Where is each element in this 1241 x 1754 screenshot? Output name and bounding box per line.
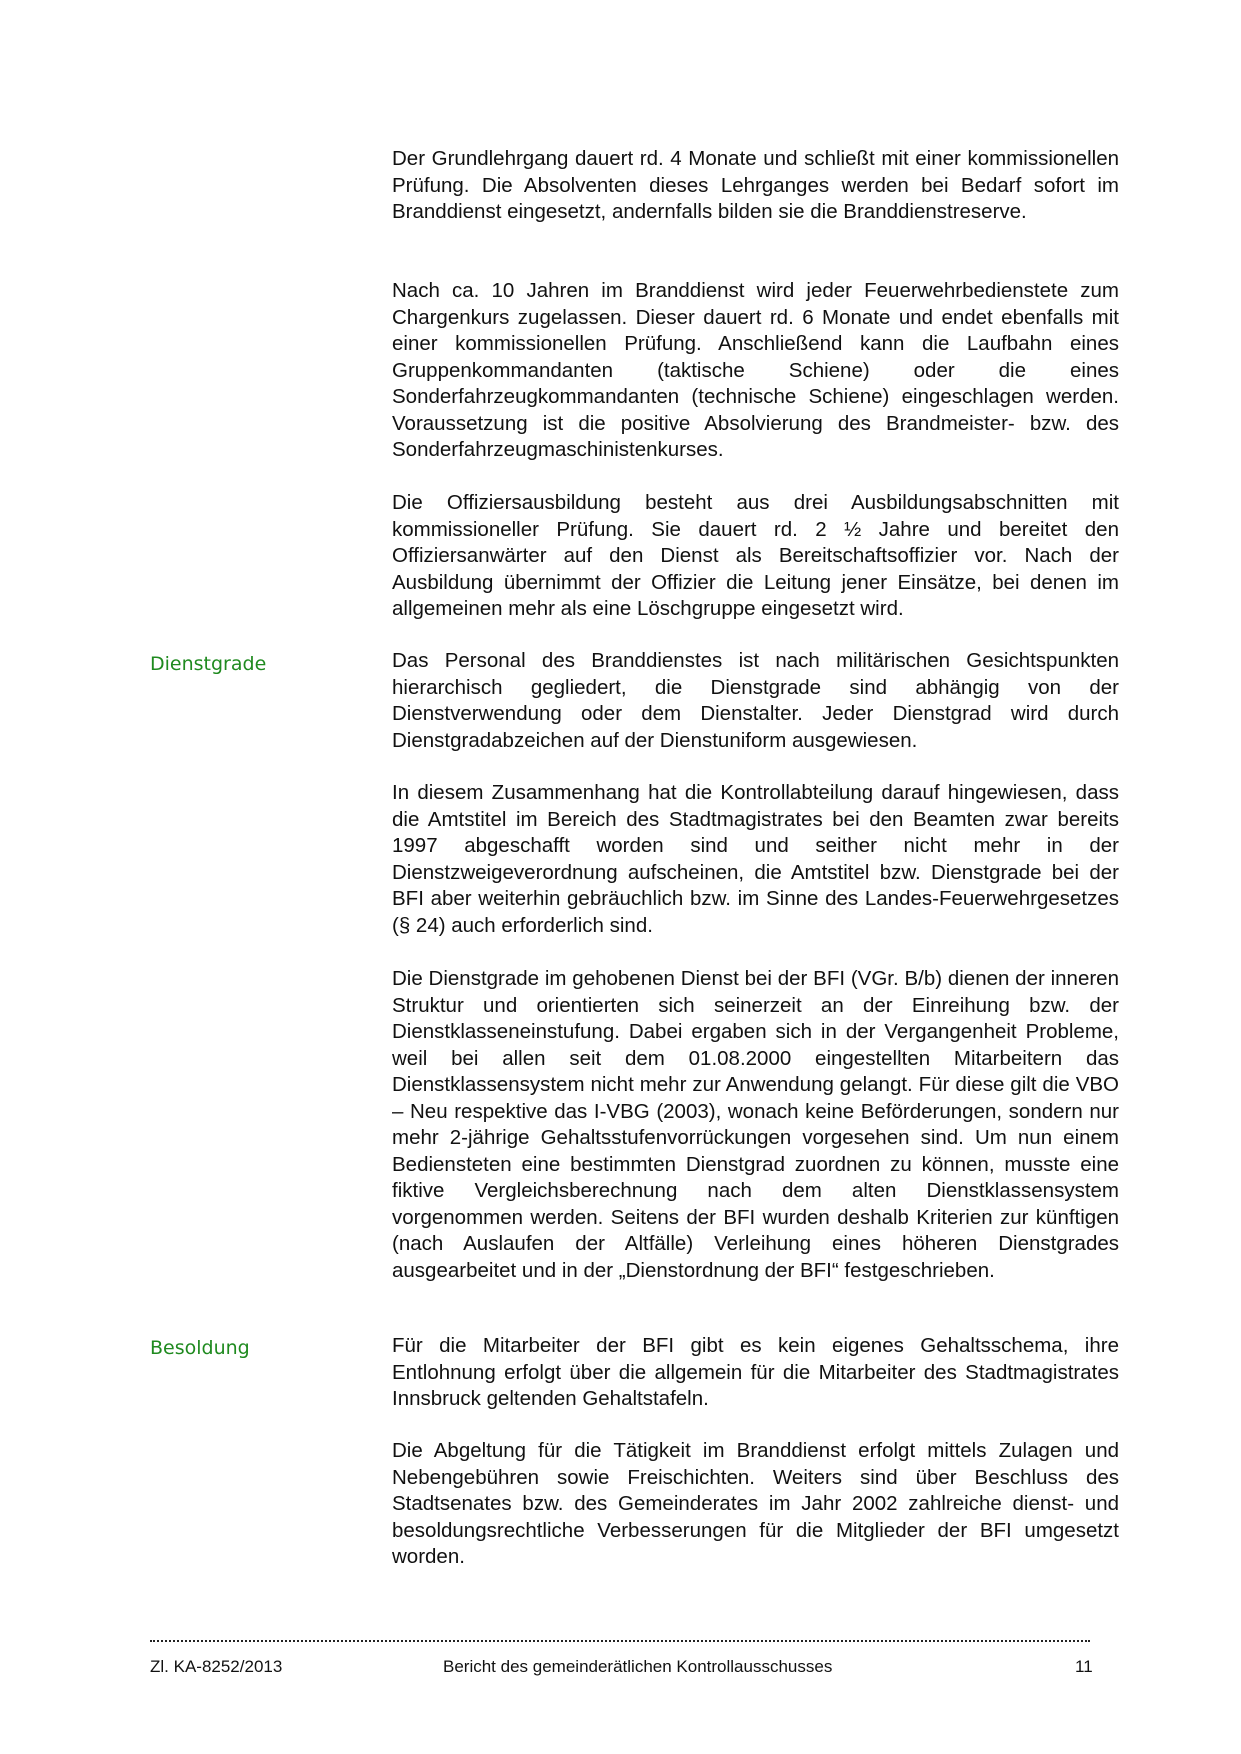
paragraph-offiziersausbildung: Die Offiziersausbildung besteht aus drei Ausbildungsabschnitten mit kommissioneller Prüfung. Sie dauert rd. 2 ½ Jahre und bereitet den Offiziersanwärter auf den Dienst als Bereitschaftsoffizier vor. Nach der Ausbildung übernimmt der Offizier die Leitung jener Einsätze, bei denen im allgemeinen mehr als eine Löschgruppe eingesetzt wird. — [392, 491, 1119, 620]
paragraph-chargenkurs: Nach ca. 10 Jahren im Branddienst wird jeder Feuerwehrbedienstete zum Chargenkurs zugelassen. Dieser dauert rd. 6 Monate und endet ebenfalls mit einer kommissionellen Prüfung. Anschließend kann die Laufbahn eines Gruppenkommandanten (taktische Schiene) oder die eines Sonderfahrzeugkommandanten (technische Schiene) eingeschlagen werden. Voraussetzung ist die positive Absolvierung des Brandmeister- bzw. des Sonderfahrzeugmaschinistenkurses. — [392, 279, 1119, 461]
margin-label-besoldung: Besoldung — [150, 1337, 250, 1359]
paragraph-gehaltsschema: Für die Mitarbeiter der BFI gibt es kein eigenes Gehaltsschema, ihre Entlohnung erfolgt über die allgemein für die Mitarbeiter des Stadtmagistrates Innsbruck geltenden Gehaltstafeln. — [392, 1334, 1119, 1410]
footer-divider — [150, 1640, 1090, 1642]
footer-reference: Zl. KA-8252/2013 — [150, 1657, 283, 1676]
paragraph-abgeltung: Die Abgeltung für die Tätigkeit im Branddienst erfolgt mittels Zulagen und Nebengebühren sowie Freischichten. Weiters sind über Beschluss des Stadtsenates bzw. des Gemeinderates im Jahr 2002 zahlreiche dienst- und besoldungsrechtliche Verbesserungen für die Mitglieder der BFI umgesetzt worden. — [392, 1439, 1119, 1568]
footer-page-number: 11 — [1075, 1657, 1093, 1676]
paragraph-personal: Das Personal des Branddienstes ist nach militärischen Gesichtspunkten hierarchisch gegliedert, die Dienstgrade sind abhängig von der Dienstverwendung oder dem Dienstalter. Jeder Dienstgrad wird durch Dienstgradabzeichen auf der Dienstuniform ausgewiesen. — [392, 649, 1119, 752]
paragraph-grundlehrgang: Der Grundlehrgang dauert rd. 4 Monate und schließt mit einer kommissionellen Prüfung. Die Absolventen dieses Lehrganges werden bei Bedarf sofort im Branddienst eingesetzt, andernfalls bilden sie die Branddienstreserve. — [392, 147, 1119, 223]
footer-title: Bericht des gemeinderätlichen Kontrollausschusses — [443, 1657, 833, 1676]
paragraph-dienstgrade-gehobener-dienst: Die Dienstgrade im gehobenen Dienst bei der BFI (VGr. B/b) dienen der inneren Struktur und orientierten sich seinerzeit an der Einreihung bzw. der Dienstklasseneinstufung. Dabei ergaben sich in der Vergangenheit Probleme, weil bei allen seit dem 01.08.2000 eingestellten Mitarbeitern das Dienstklassensystem nicht mehr zur Anwendung gelangt. Für diese gilt die VBO – Neu respektive das I-VBG (2003), wonach keine Beförderungen, sondern nur mehr 2-jährige Gehaltsstufenvorrückungen vorgesehen sind. Um nun einem Bediensteten eine bestimmten Dienstgrad zuordnen zu können, musste eine fiktive Vergleichsberechnung nach dem alten Dienstklassensystem vorgenommen werden. Seitens der BFI wurden deshalb Kriterien zur künftigen (nach Auslaufen der Altfälle) Verleihung eines höheren Dienstgrades ausgearbeitet und in der „Dienstordnung der BFI“ festgeschrieben. — [392, 967, 1119, 1282]
margin-label-dienstgrade: Dienstgrade — [150, 653, 267, 675]
paragraph-amtstitel: In diesem Zusammenhang hat die Kontrollabteilung darauf hingewiesen, dass die Amtstitel im Bereich des Stadtmagistrates bei den Beamten zwar bereits 1997 abgeschafft worden sind und seither nicht mehr in der Dienstzweigeverordnung aufscheinen, die Amtstitel bzw. Dienstgrade bei der BFI aber weiterhin gebräuchlich bzw. im Sinne des Landes-Feuerwehrgesetzes (§ 24) auch erforderlich sind. — [392, 781, 1119, 937]
